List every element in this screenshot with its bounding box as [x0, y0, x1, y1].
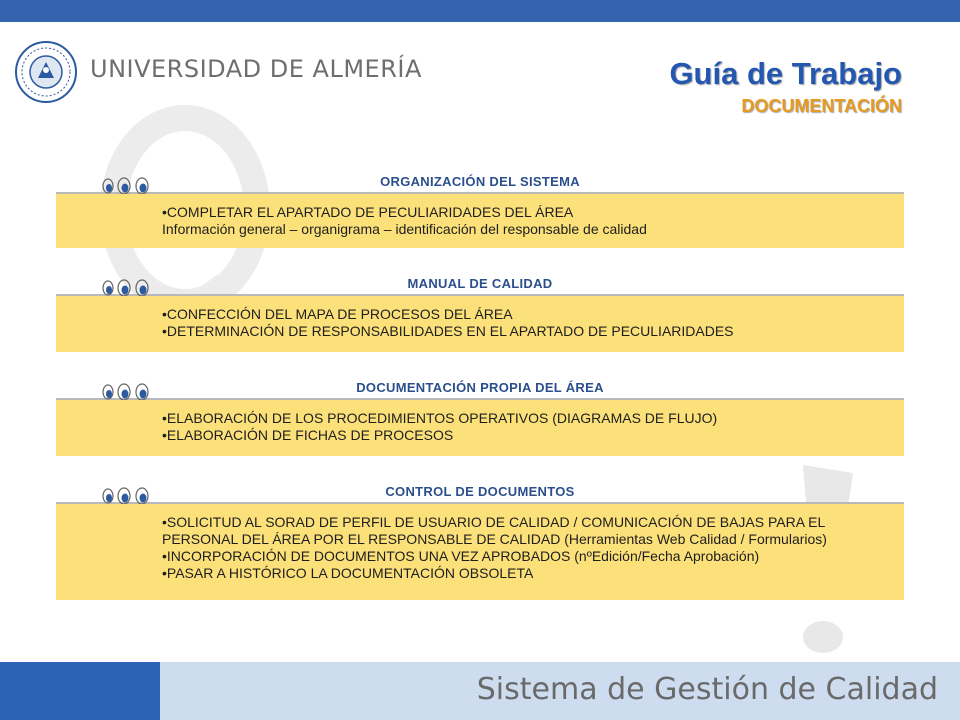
page-title: Guía de Trabajo — [669, 56, 902, 91]
page-subtitle: DOCUMENTACIÓN — [741, 96, 902, 116]
list-item: •SOLICITUD AL SORAD DE PERFIL DE USUARIO DE CALIDAD / COMUNICACIÓN DE BAJAS PARA EL PERSONAL DEL ÁREA POR EL RESPONSABLE DE CALIDAD (Herramientas Web Calidad / Formularios) — [162, 514, 827, 547]
list-item: •CONFECCIÓN DEL MAPA DE PROCESOS DEL ÁREA — [162, 306, 513, 322]
list-item: •DETERMINACIÓN DE RESPONSABILIDADES EN EL APARTADO DE PECULIARIDADES — [162, 323, 734, 339]
top-bar — [0, 0, 960, 22]
section-body — [56, 400, 904, 456]
list-item: •INCORPORACIÓN DE DOCUMENTOS UNA VEZ APROBADOS (nºEdición/Fecha Aprobación) — [162, 548, 760, 564]
section-body — [56, 194, 904, 248]
list-item: •PASAR A HISTÓRICO LA DOCUMENTACIÓN OBSOLETA — [162, 565, 534, 581]
section-title: MANUAL DE CALIDAD — [407, 276, 553, 291]
section-body — [56, 296, 904, 352]
list-item: •COMPLETAR EL APARTADO DE PECULIARIDADES DEL ÁREA — [162, 204, 574, 220]
footer-accent-block — [0, 662, 160, 720]
footer-title: Sistema de Gestión de Calidad — [476, 672, 938, 707]
university-name: UNIVERSIDAD DE ALMERÍA — [90, 55, 422, 83]
section-title: ORGANIZACIÓN DEL SISTEMA — [380, 174, 580, 189]
university-seal-icon — [14, 40, 78, 104]
section-title: DOCUMENTACIÓN PROPIA DEL ÁREA — [356, 380, 604, 395]
list-item: Información general – organigrama – identificación del responsable de calidad — [162, 221, 647, 237]
section-title: CONTROL DE DOCUMENTOS — [385, 484, 575, 499]
list-item: •ELABORACIÓN DE LOS PROCEDIMIENTOS OPERATIVOS (DIAGRAMAS DE FLUJO) — [162, 410, 718, 426]
section-body — [56, 504, 904, 600]
list-item: •ELABORACIÓN DE FICHAS DE PROCESOS — [162, 427, 454, 443]
